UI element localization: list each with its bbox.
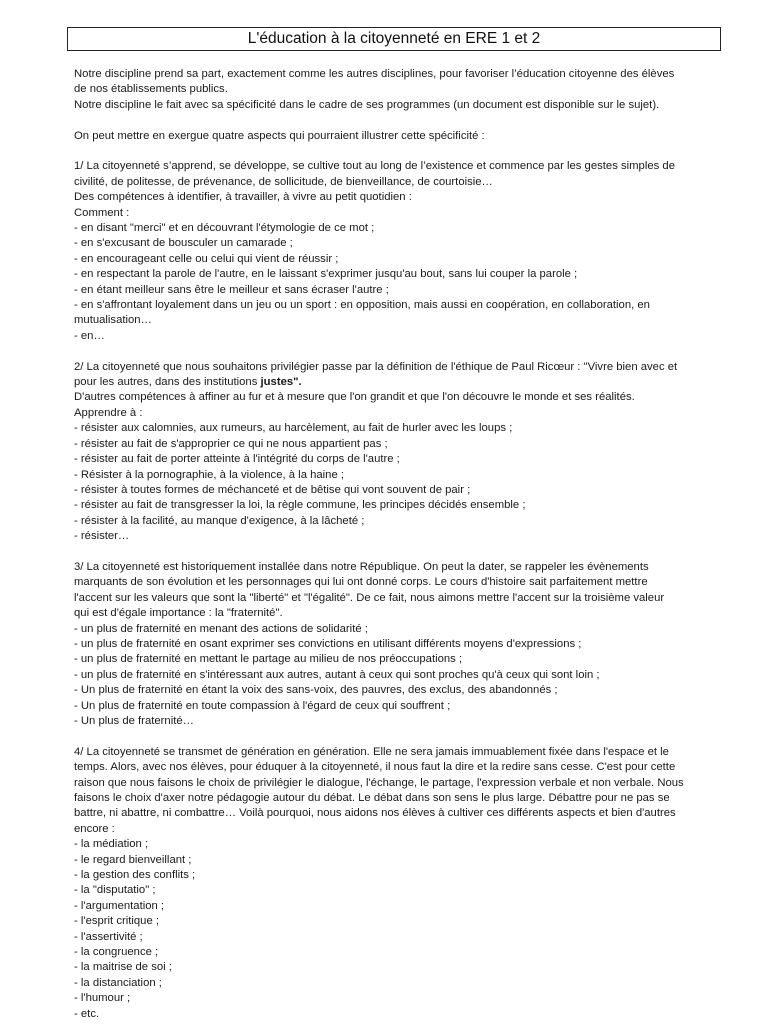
list-item: - l'assertivité ; — [74, 930, 143, 943]
lead-sentence: On peut mettre en exergue quatre aspects qui pourraient illustrer cette spécificité : — [74, 129, 485, 142]
text-line: qui est d'égale importance : la "fraternité". — [74, 607, 283, 620]
text-line: Des compétences à identifier, à travailler, à vivre au petit quotidien : — [74, 191, 412, 204]
list-item: - en respectant la parole de l'autre, en le laissant s'exprimer jusqu'au bout, sans lui couper la parole ; — [74, 268, 578, 281]
list-item: - résister… — [74, 530, 130, 543]
list-item: - Résister à la pornographie, à la violence, à la haine ; — [74, 468, 345, 481]
text-line: encore : — [74, 822, 115, 835]
list-item: - résister au fait de s'approprier ce qui ne nous appartient pas ; — [74, 437, 388, 450]
text-line: 4/ La citoyenneté se transmet de génération en génération. Elle ne sera jamais immuablement fixée dans l'espace et le — [74, 745, 669, 758]
text-line: 1/ La citoyenneté s’apprend, se développe, se cultive tout au long de l’existence et commence par les gestes simples de — [74, 160, 675, 173]
text-line: Comment : — [74, 206, 130, 219]
list-item: - Un plus de fraternité en toute compassion à l'égard de ceux qui souffrent ; — [74, 699, 451, 712]
document-body — [74, 67, 714, 1022]
list-item: - résister au fait de porter atteinte à l'intégrité du corps de l'autre ; — [74, 453, 400, 466]
list-item: - en disant "merci" et en découvrant l'étymologie de ce mot ; — [74, 222, 375, 235]
text-span: pour les autres, dans des institutions — [74, 376, 261, 389]
text-line: Apprendre à : — [74, 406, 143, 419]
text-line: 2/ La citoyenneté que nous souhaitons privilégier passe par la définition de l'éthique de Paul Ricœur : "Vivre bien avec et — [74, 360, 678, 373]
section-3 — [74, 560, 714, 729]
list-item: - la congruence ; — [74, 946, 159, 959]
list-item: - en s'affrontant loyalement dans un jeu ou un sport : en opposition, mais aussi en coopération, en collaboration, en — [74, 299, 650, 312]
text-line: Notre discipline le fait avec sa spécificité dans le cadre de ses programmes (un document est disponible sur le sujet). — [74, 98, 660, 111]
list-item: - la gestion des conflits ; — [74, 869, 196, 882]
document-title: L'éducation à la citoyenneté en ERE 1 et 2 — [67, 27, 721, 51]
list-item: - un plus de fraternité en s'intéressant aux autres, autant à ceux qui sont proches qu'à ceux qui sont loin ; — [74, 668, 600, 681]
bold-text: justes". — [260, 376, 302, 389]
text-line: 3/ La citoyenneté est historiquement installée dans notre République. On peut la dater, se rappeler les évènements — [74, 560, 649, 573]
list-item: - résister à la facilité, au manque d'exigence, à la lâcheté ; — [74, 514, 365, 527]
list-item: - Un plus de fraternité en étant la voix des sans-voix, des pauvres, des exclus, des abandonnés ; — [74, 684, 558, 697]
list-item: - en s'excusant de bousculer un camarade ; — [74, 237, 293, 250]
list-item: - le regard bienveillant ; — [74, 853, 192, 866]
text-line: raison que nous faisons le choix de privilégier le dialogue, l'échange, le partage, l'expression verbale et non verbale. Nous — [74, 776, 684, 789]
list-item: - Un plus de fraternité… — [74, 715, 194, 727]
list-item: - l'argumentation ; — [74, 899, 165, 912]
text-line: de nos établissements publics. — [74, 83, 228, 96]
intro-paragraph — [74, 67, 714, 113]
text-line: faisons le choix d'axer notre pédagogie autour du débat. Le débat dans son sens le plus large. Débattre pour ne pas se — [74, 792, 670, 805]
text-line — [74, 375, 714, 390]
list-item: - la maitrise de soi ; — [74, 961, 172, 974]
text-line: D'autres compétences à affiner au fur et à mesure que l'on grandit et que l'on découvre le monde et ses réalités. — [74, 391, 635, 404]
list-item: - résister au fait de transgresser la loi, la règle commune, les principes décidés ensemble ; — [74, 499, 526, 512]
text-line: l'accent sur les valeurs que sont la "liberté" et "l'égalité". De ce fait, nous aimons mettre l'accent sur la troisième valeur — [74, 591, 665, 604]
text-line: marquants de son évolution et les personnages qui lui ont donné corps. Le cours d'histoire sait parfaitement mettre — [74, 576, 648, 589]
list-item: mutualisation… — [74, 314, 152, 327]
list-item: - en étant meilleur sans être le meilleur et sans écraser l'autre ; — [74, 283, 389, 296]
list-item: - la médiation ; — [74, 838, 149, 851]
section-2 — [74, 360, 714, 545]
text-line: civilité, de politesse, de prévenance, de sollicitude, de bienveillance, de courtoisie… — [74, 175, 493, 188]
list-item: - l'humour ; — [74, 992, 131, 1005]
text-line: battre, ni abattre, ni combattre… Voilà pourquoi, nous aidons nos élèves à cultiver ces différents aspects et bien d'autres — [74, 807, 676, 820]
list-item: - la distanciation ; — [74, 976, 162, 989]
list-item: - un plus de fraternité en osant exprimer ses convictions en utilisant différents moyens d'expressions ; — [74, 637, 582, 650]
list-item: - résister à toutes formes de méchanceté et de bêtise qui vont souvent de pair ; — [74, 483, 471, 496]
list-item: - l'esprit critique ; — [74, 915, 160, 928]
section-1 — [74, 159, 714, 344]
section-4 — [74, 745, 714, 1022]
list-item: - en encourageant celle ou celui qui vient de réussir ; — [74, 252, 339, 265]
text-line: temps. Alors, avec nos élèves, pour éduquer à la citoyenneté, il nous faut la dire et la redire sans cesse. C'est pour cette — [74, 761, 676, 774]
list-item: - un plus de fraternité en mettant le partage au milieu de nos préoccupations ; — [74, 653, 463, 666]
list-item: - etc. — [74, 1007, 100, 1020]
list-item: - en… — [74, 329, 105, 342]
list-item: - résister aux calomnies, aux rumeurs, au harcèlement, au fait de hurler avec les loups ; — [74, 422, 513, 435]
list-item: - la "disputatio" ; — [74, 884, 156, 897]
text-line: Notre discipline prend sa part, exactement comme les autres disciplines, pour favoriser l’éducation citoyenne des élèves — [74, 68, 675, 80]
list-item: - un plus de fraternité en menant des actions de solidarité ; — [74, 622, 368, 635]
